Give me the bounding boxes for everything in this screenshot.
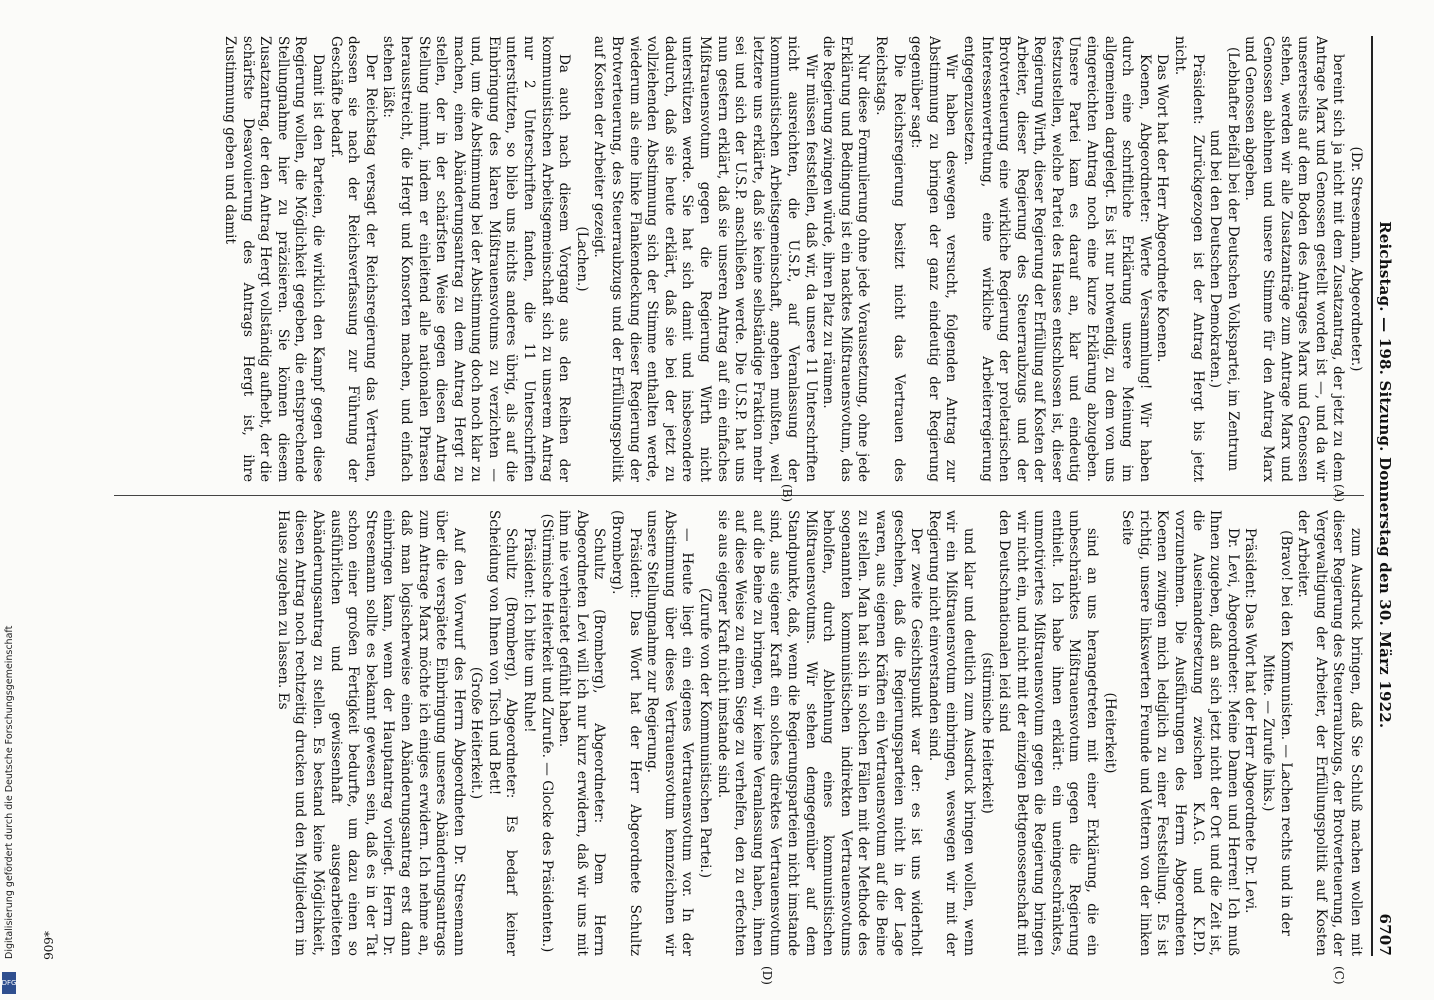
paragraph: (Stürmische Heiterkeit und Zurufe. — Glocke des Präsidenten.) (538, 513, 555, 953)
paragraph: (Heiterkeit) (1101, 692, 1118, 774)
paragraph: zum Ausdruck bringen, daß Sie Schluß machen wollen mit dieser Regierung des Steuerraubzugs, der Brotverteuerung, der Vergewaltigung der Arbeiter, der Erfüllungspolitik auf Kosten der Arbeiter. (1295, 510, 1364, 956)
paragraph: Der Reichstag versagt der Reichsregierung das Vertrauen, dessen sie nach der Reichsverfassung zur Führung der Geschäfte bedarf. (327, 36, 379, 482)
paragraph: Da auch nach diesem Vorgang aus den Reihen der kommunistischen Arbeitsgemeinschaft sich zu unserem Antrag nur 2 Unterschriften fanden, die 11 Unterschriften unterstützten, so blieb uns nichts anderes übrig, als auf die Einbringung des klaren Mißtrauensvotums zu verzichten — und, um die Abstimmung bei der Abstimmung doch noch klar zu machen, einen Abänderungsantrag zu dem Antrag Hergt zu stellen, der in der schärfsten Weise gegen diesen Antrag Stellung nimmt, indem er einleitend alle nationalen Phrasen herausstreicht, die Hergt und Konsorten machen, und einfach stehen läßt: (380, 36, 573, 482)
credit-text: Digitalisierung gefördert durch die Deutsche Forschungsgemeinschaft (4, 625, 15, 959)
paragraph: Koenen, Abgeordneter: Werte Versammlung! Wir haben durch eine schriftliche Erklärung unsere Meinung im allgemeinen dargelegt. Es ist nur notwendig, zu dem von uns eingereichten Antrag noch eine kurze Erklärung abzugeben. Unsere Partei kam es darauf an, klar und eindeutig festzustellen, welche Partei des Hauses entschlossen ist, dieser Regierung Wirth, dieser Regierung der Erfüllung auf Kosten der Arbeiter, dieser Regierung des Steuerraubzugs und der Brotverteuerung eine wirkliche Regierung der proletarischen Interessenvertretung, eine wirkliche Arbeiterregierung entgegenzusetzen. (960, 36, 1153, 482)
paragraph: Das Wort hat der Herr Abgeordnete Koenen. (1154, 54, 1171, 363)
paragraph: Schultz (Bromberg), Abgeordneter: Dem Herrn Abgeordneten Levi will ich nur kurz erwidern, daß wir uns mit ihm nie verheiratet gefühlt haben. (556, 510, 608, 956)
header-page-number: 6707 (1376, 913, 1394, 956)
paragraph: Präsident: Das Wort hat der Herr Abgeordnete Dr. Levi. (1242, 528, 1259, 914)
paragraph: sind an uns herangetreten mit einer Erklärung, die ein unbeschränktes Mißtrauensvotum gegen die Regierung enthielt. Ich habe ihnen erklärt: ein uneingeschränktes, unmotiviertes Mißtrauensvotum gegen die Regierung bringen wir nicht ein, und nicht mit der einzigen Bettgenossenschaft mit den Deutschnationalen leid sind (996, 510, 1101, 956)
paragraph: und klar und deutlich zum Ausdruck bringen wollen, wenn wir ein Mißtrauensvotum einbringen, weswegen wir mit der Regierung nicht einverstanden sind. (925, 510, 977, 956)
paragraph: — Heute liegt ein eigenes Vertrauensvotum vor. In der Abstimmung über dieses Vertrauensvotum kennzeichnen wir unsere Stellungnahme zur Regierung. (644, 510, 696, 956)
page-mark: 909* (42, 931, 56, 960)
margin-marker-a: (A) (1332, 484, 1346, 503)
paragraph: Präsident: Zurückgezogen ist der Antrag Hergt bis jetzt nicht. (1172, 36, 1206, 482)
paragraph: Wir haben deswegen versucht, folgenden Antrag zur Abstimmung zu bringen der ganz eindeutig der Regierung gegenüber sagt: (908, 36, 960, 482)
paragraph: Auf den Vorwurf des Herrn Abgeordneten Dr. Stresemann über die verspätete Einbringung unseres Abänderungsantrags zum Antrage Marx möchte ich einiges erwidern. Ich nehme an, daß man logischerweise einen Abänderungsantrag erst dann einbringen kann, wenn der Hauptantrag vorliegt. Herrn Dr. Stresemann sollte es bekannt gewesen sein, daß es in der Tat schon einer großen Fertigkeit bedurfte, um dazu einen so ausführlichen und gewissenhaft ausgearbeiteten Abänderungsantrag zu stellen. Es bestand keine Möglichkeit, diesen Antrag noch rechtzeitig drucken und den Mitgliedern im Hause zugehen zu lassen. Es (274, 510, 467, 956)
paragraph: Präsident: Das Wort hat der Herr Abgeordnete Schultz (Bromberg). (609, 510, 643, 956)
header-title: Reichstag. — 198. Sitzung. Donnerstag den 30. März 1922. (1376, 221, 1394, 729)
paragraph: (Bravo! bei den Kommunisten. — Lachen rechts und in der Mitte. — Zurufe links.) (1260, 530, 1294, 936)
page-header (1371, 36, 1394, 956)
margin-marker-b: (B) (780, 484, 794, 503)
paragraph: (stürmische Heiterkeit) (978, 652, 995, 814)
paragraph: (Dr. Stresemann, Abgeordneter.) (1348, 146, 1364, 372)
page-content (114, 36, 1394, 985)
paragraph: (Lebhafter Beifall bei der Deutschen Volkspartei, im Zentrum und bei den Deutschen Demokraten.) (1207, 47, 1241, 471)
margin-marker-d: (D) (760, 966, 774, 985)
paragraph: Nur diese Formulierung ohne jede Voraussetzung, ohne jede Erklärung und Bedingung ist ein nacktes Mißtrauensvotum, das die Regierung zwingen würde, ihren Platz zu räumen. (820, 36, 872, 482)
column-rule (114, 495, 1364, 496)
paragraph: Wir müssen feststellen, daß wir, da unsere 11 Unterschriften nicht ausreichten, die U.S.P., auf Veranlassung der kommunistischen Arbeitsgemeinschaft, angehen mußten, weil letztere uns erklärte, daß sie keine selbständige Fraktion mehr sei und sich der U.S.P. anschließen werde. Die U.S.P. hat uns nun gestern erklärt, daß sie unseren Antrag auf ein einfaches Mißtrauensvotum gegen die Regierung Wirth nicht unterstützen werde. Sie hat sich damit und insbesondere dadurch, daß sie heute erklärt, daß sie bei der jetzt zu vollziehenden Abstimmung sich der Stimme enthalten werde, wiederum als eine linke Flankendeckung dieser Regierung der Brotverteuerung, des Steuerraubzugs und der Erfüllungspolitik auf Kosten der Arbeiter gezeigt. (591, 36, 819, 482)
right-column (114, 510, 1364, 956)
margin-marker-c: (C) (1332, 966, 1346, 985)
column-gutter (114, 482, 1364, 510)
paragraph: Schultz (Bromberg), Abgeordneter: Es bedarf keiner Scheidung von Ihnen von Tisch und Bett! (485, 510, 520, 956)
paragraph: Der zweite Gesichtspunkt war der: es ist uns widerholt geschehen, daß die Regierungsparteien nicht in der Lage waren, aus eigenen Kräften ein Vertrauensvotum auf die Beine zu stellen. Man hat sich in solchen Fällen mit der Methode des sogenannten kommunistischen indirekten Vertrauensvotums beholfen, durch Ablehnung eines kommunistischen Mißtrauensvotums. Wir stehen demgegenüber auf dem Standpunkte, daß, wenn die Regierungsparteien nicht imstande sind, aus eigener Kraft ein solches direktes Vertrauensvotum auf die Beine zu bringen, wir keine Veranlassung haben, ihnen auf diese Weise zu einem Siege zu verhelfen, den zu erfechten sie aus eigener Kraft nicht imstande sind. (714, 510, 925, 956)
paragraph: Die Reichsregierung besitzt nicht das Vertrauen des Reichstags. (872, 36, 907, 482)
paragraph: Dr. Levi, Abgeordneter: Meine Damen und Herren! Ich muß Ihnen zugeben, daß an sich jetzt nicht der Ort und die Zeit ist, die Auseinandersetzung zwischen K.A.G. und K.P.D. vorzunehmen. Die Ausführungen des Herrn Abgeordneten Koenen zwingen mich lediglich zu einer Feststellung. Es ist richtig, unsere linkswerten Freunde und Vettern von der linken Seite (1119, 510, 1241, 956)
digitization-credit (4, 30, 18, 970)
left-column (114, 36, 1364, 482)
paragraph: (Große Heiterkeit.) (468, 666, 485, 800)
paragraph: Präsident: Ich bitte um Ruhe! (521, 528, 538, 733)
paragraph: (Zurufe von der Kommunistischen Partei.) (697, 587, 714, 879)
paragraph: (Lachen.) (573, 226, 590, 292)
dfg-logo: DFG (2, 972, 16, 994)
paragraph: Damit ist den Parteien, die wirklich den Kampf gegen diese Regierung wollen, die Möglichkeit gegeben, die entsprechende Stellungnahme hier zu präzisieren. Sie können diesem Zusatzantrag, der den Antrag Hergt vollständig aufhebt, der die schärfste Desavouierung des Antrags Hergt ist, ihre Zustimmung geben und damit (222, 36, 326, 482)
paragraph: bereint sich ja nicht mit dem Zusatzantrag, der jetzt zu dem Antrage Marx und Genossen gestellt worden ist —, und da wir unsererseits auf dem Boden des Antrages Marx und Genossen stehen, werden wir alle Zusatzanträge zum Antrage Marx und Genossen ablehnen und unsere Stimme für den Antrag Marx und Genossen abgeben. (1242, 36, 1347, 482)
text-columns (114, 36, 1364, 956)
